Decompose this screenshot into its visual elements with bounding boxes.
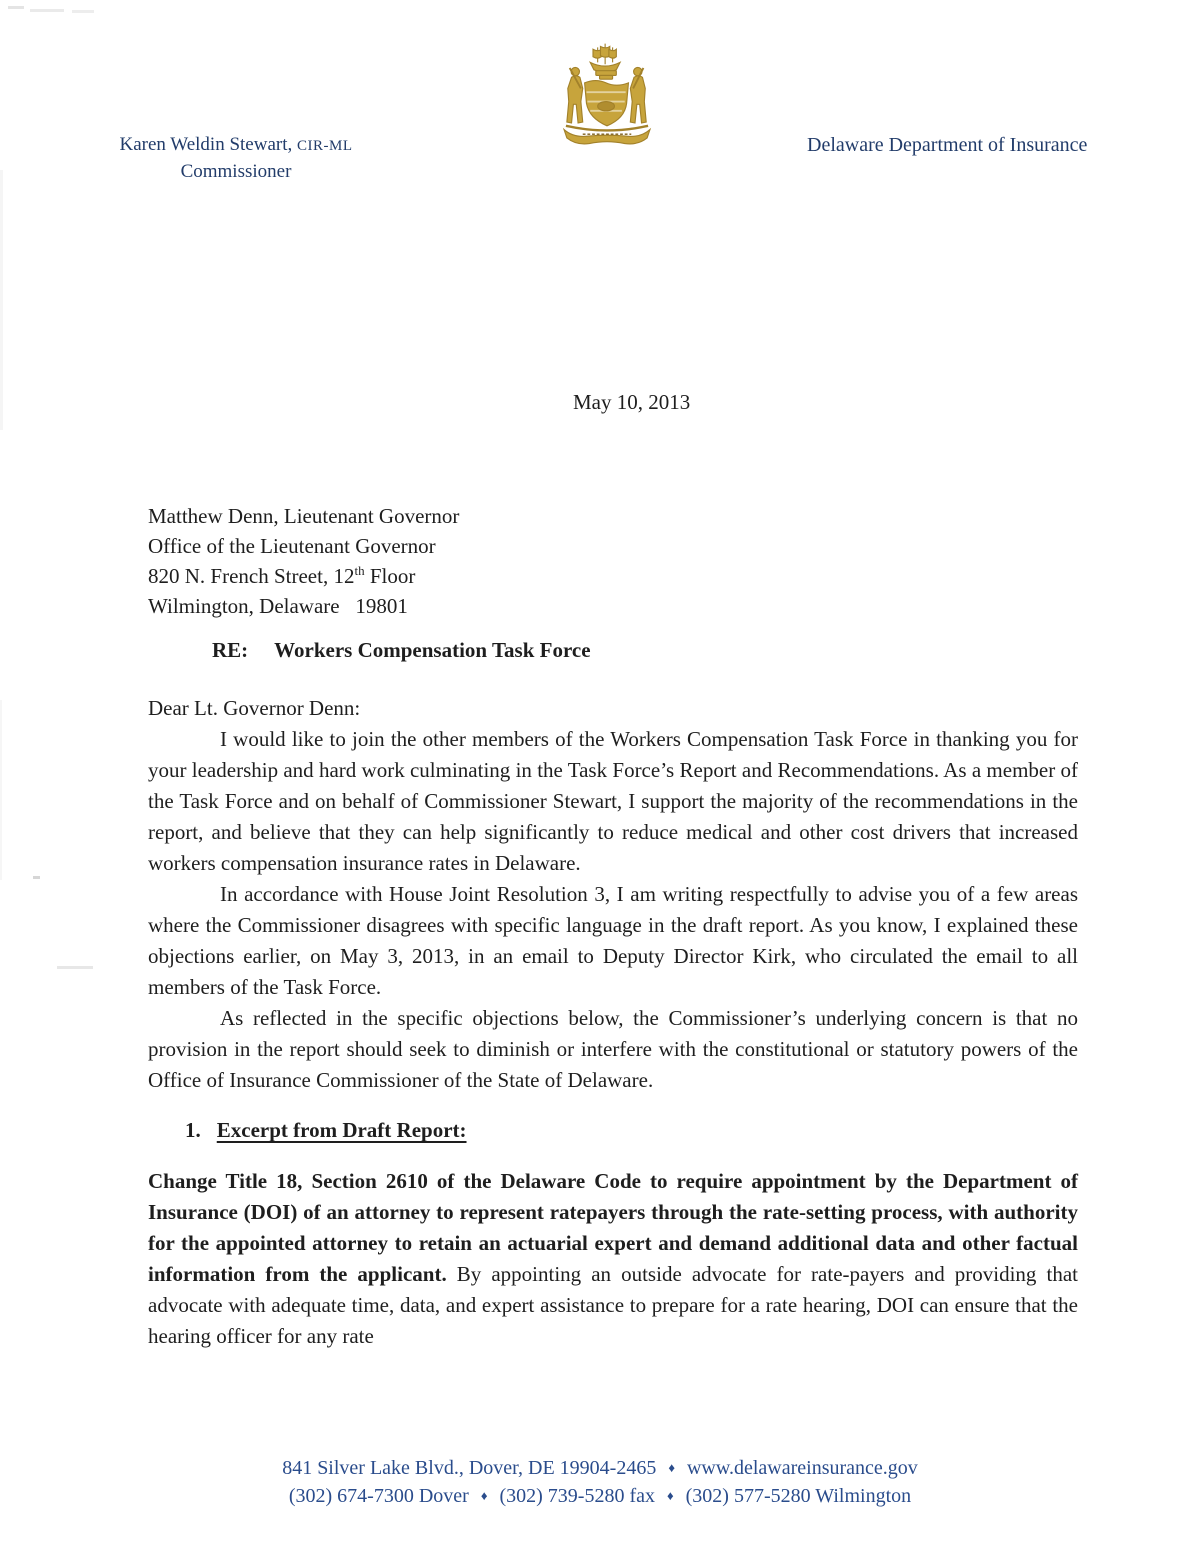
letterhead-footer	[0, 1454, 1200, 1510]
letterhead-commissioner-block	[100, 132, 372, 185]
commissioner-name: Karen Weldin Stewart,	[119, 134, 297, 155]
footer-website: www.delawareinsurance.gov	[686, 1457, 918, 1479]
re-subject: Workers Compensation Task Force	[274, 638, 591, 662]
scan-artifact	[0, 700, 2, 880]
footer-line-2	[0, 1482, 1200, 1510]
department-title: Delaware Department of Insurance	[807, 134, 1088, 156]
recipient-address	[148, 501, 1078, 621]
subject-line	[148, 635, 1078, 666]
scan-artifact	[57, 966, 93, 969]
body-paragraph-2: In accordance with House Joint Resolution 3, I am writing respectfully to advise you of a few areas where the Commissioner disagrees with specific language in the draft report. As you know, I explained these objections earlier, on May 3, 2013, in an email to Deputy Director Kirk, who circulated the email to all members of the Task Force.	[148, 882, 1078, 999]
re-label: RE:	[212, 638, 249, 662]
scan-artifact	[72, 10, 94, 13]
scan-artifact	[8, 6, 24, 9]
list-number: 1.	[185, 1118, 201, 1142]
commissioner-credential: CIR-ML	[297, 138, 353, 154]
scan-artifact	[30, 9, 64, 12]
excerpt-regular-text: By appointing an outside advocate for rate-payers and providing that advocate with adequate time, data, and expert assistance to prepare for a rate hearing, DOI can ensure that the hearing officer for any rate	[148, 1262, 1078, 1348]
list-title: Excerpt from Draft Report:	[216, 1118, 467, 1142]
diamond-separator-icon: ♦	[668, 1460, 675, 1475]
footer-phone-wilmington: (302) 577-5280 Wilmington	[685, 1485, 912, 1507]
street-text-cont: Floor	[364, 564, 416, 588]
excerpt-bold-text: Change Title 18, Section 2610 of the Delaware Code to require appointment by the Department of Insurance (DOI) of an attorney to represent ratepayers through the rate-setting process, with authority for the appointed attorney to retain an actuarial expert and demand additional data and other factual information from the applicant.	[148, 1169, 1078, 1286]
recipient-line	[148, 561, 1078, 591]
street-text: 820 N. French Street, 12	[148, 564, 355, 588]
delaware-state-seal-icon	[551, 36, 663, 154]
footer-line-1	[0, 1454, 1200, 1482]
commissioner-title: Commissioner	[180, 161, 292, 182]
list-heading-excerpt	[148, 1115, 1078, 1146]
recipient-line: Wilmington, Delaware 19801	[148, 594, 408, 618]
footer-phone-dover: (302) 674-7300 Dover	[288, 1485, 469, 1507]
letter-date: May 10, 2013	[573, 390, 691, 414]
letter-body	[148, 501, 1078, 1352]
diamond-separator-icon: ♦	[667, 1488, 674, 1503]
salutation: Dear Lt. Governor Denn:	[148, 696, 361, 720]
excerpt-paragraph	[148, 1166, 1078, 1352]
commissioner-name-line	[100, 132, 372, 159]
body-paragraph-1: I would like to join the other members of the Workers Compensation Task Force in thanking you for your leadership and hard work culminating in the Task Force’s Report and Recommendations. As a member of the Task Force and on behalf of Commissioner Stewart, I support the majority of the recommendations in the report, and believe that they can help significantly to reduce medical and other cost drivers that increased workers compensation insurance rates in Delaware.	[148, 727, 1078, 875]
recipient-line: Office of the Lieutenant Governor	[148, 534, 436, 558]
diamond-separator-icon: ♦	[480, 1488, 488, 1503]
scan-artifact	[33, 876, 40, 879]
ordinal-superscript: th	[354, 563, 365, 578]
recipient-line: Matthew Denn, Lieutenant Governor	[148, 504, 460, 528]
scan-artifact	[0, 170, 3, 430]
footer-phone-fax: (302) 739-5280 fax	[499, 1485, 655, 1507]
footer-street-address: 841 Silver Lake Blvd., Dover, DE 19904-2465	[282, 1457, 657, 1479]
body-paragraph-3: As reflected in the specific objections below, the Commissioner’s underlying concern is that no provision in the report should seek to diminish or interfere with the constitutional or statutory powers of the Office of Insurance Commissioner of the State of Delaware.	[148, 1006, 1078, 1092]
